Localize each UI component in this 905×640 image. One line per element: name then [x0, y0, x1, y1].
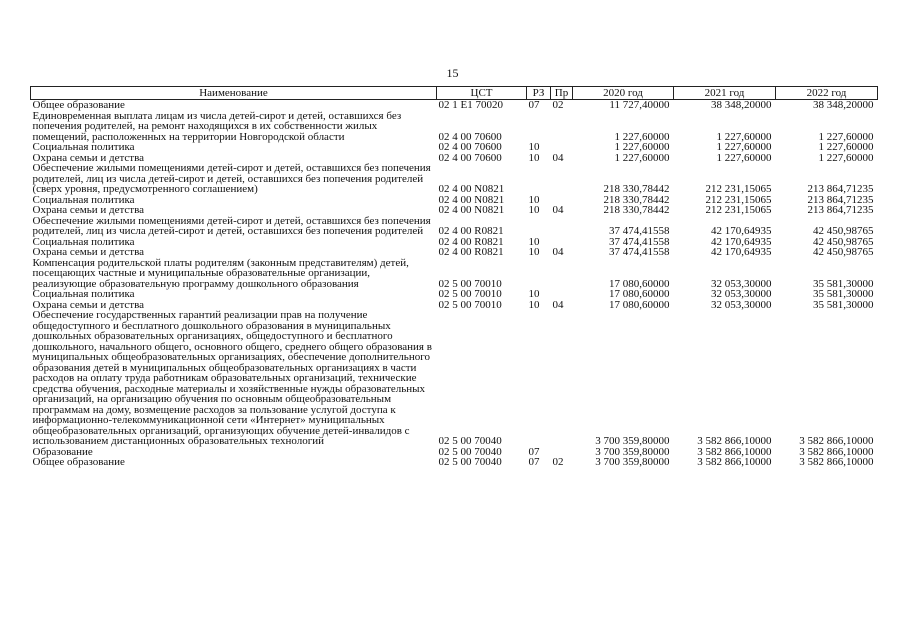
row-2020: 37 474,41558 [609, 225, 670, 237]
row-rz: 07 [528, 456, 540, 468]
row-2021: 38 348,20000 [711, 99, 772, 111]
table-row [31, 457, 878, 468]
row-2021: 1 227,60000 [716, 141, 772, 153]
table-body [31, 100, 878, 468]
row-rz: 10 [528, 151, 540, 164]
row-name: Охрана семьи и детства [32, 298, 145, 311]
row-pr [551, 111, 573, 143]
header-rz: РЗ [527, 87, 551, 100]
header-2022: 2022 год [776, 87, 878, 100]
row-2021: 212 231,15065 [705, 193, 772, 206]
header-2020: 2020 год [573, 87, 674, 100]
row-pr [551, 258, 573, 290]
row-cst: 02 4 00 N0821 [438, 183, 505, 195]
table-row [31, 163, 878, 195]
row-2022: 38 348,20000 [813, 99, 874, 111]
row-pr: 02 [552, 99, 564, 111]
table-row [31, 142, 878, 153]
row-2021: 3 582 866,10000 [697, 445, 772, 458]
row-name: Охрана семьи и детства [32, 204, 145, 216]
row-cst: 02 4 00 N0821 [438, 193, 505, 206]
row-cst: 02 5 00 70010 [438, 277, 502, 290]
row-2021: 1 227,60000 [716, 151, 772, 164]
row-2021: 32 053,30000 [711, 277, 772, 290]
row-cst: 02 4 00 R0821 [438, 235, 504, 248]
row-rz [527, 310, 551, 447]
header-cst: ЦСТ [437, 87, 527, 100]
row-pr: 04 [552, 204, 564, 216]
row-rz: 10 [528, 193, 540, 206]
row-name: Обеспечение жилыми помещениями детей-сирот и детей, оставшихся без попечения родителей, лиц из числа детей-сирот и детей, оставшихся без попечения родителей (сверх уровня, предусмотренного соглашением) [32, 162, 431, 195]
row-cst: 02 4 00 R0821 [438, 246, 504, 258]
budget-table-container [30, 86, 877, 468]
row-rz: 10 [528, 288, 540, 300]
row-name: Социальная политика [32, 193, 135, 206]
row-2021: 3 582 866,10000 [697, 456, 772, 468]
row-name: Социальная политика [32, 288, 135, 300]
table-row [31, 310, 878, 447]
header-2021: 2021 год [674, 87, 776, 100]
row-2020: 218 330,78442 [603, 183, 670, 195]
budget-table [30, 86, 878, 468]
row-2020: 1 227,60000 [614, 130, 670, 143]
row-rz [527, 111, 551, 143]
table-header [31, 87, 878, 100]
table-row [31, 258, 878, 290]
header-pr: Пр [551, 87, 573, 100]
row-2021: 42 170,64935 [711, 225, 772, 237]
row-2022: 42 450,98765 [813, 246, 874, 258]
row-cst: 02 5 00 70040 [438, 435, 502, 447]
row-rz: 07 [528, 99, 540, 111]
header-name: Наименование [31, 87, 437, 100]
row-rz: 10 [528, 141, 540, 153]
row-2020: 3 700 359,80000 [595, 445, 670, 458]
row-name: Единовременная выплата лицам из числа детей-сирот и детей, оставшихся без попечения родителей, на ремонт находящихся в их собственности жилых помещений, расположенных на территории Новгородской области [32, 109, 402, 143]
header-row [31, 87, 878, 100]
row-pr [551, 310, 573, 447]
row-pr [551, 289, 573, 300]
row-name: Социальная политика [32, 141, 135, 153]
row-2022: 35 581,30000 [813, 277, 874, 290]
row-pr: 02 [552, 456, 564, 468]
page-number: 15 [446, 66, 459, 80]
row-2020: 11 727,40000 [609, 99, 670, 111]
row-2020: 37 474,41558 [609, 246, 670, 258]
row-rz: 10 [528, 204, 540, 216]
row-pr [551, 216, 573, 237]
row-cst: 02 4 00 R0821 [438, 225, 504, 237]
row-name: Обеспечение жилыми помещениями детей-сирот и детей, оставшихся без попечения родителей, лиц из числа детей-сирот и детей, оставшихся без попечения родителей [32, 214, 431, 237]
table-row [31, 111, 878, 143]
row-2020: 3 700 359,80000 [595, 456, 670, 468]
row-2022: 3 582 866,10000 [799, 435, 874, 447]
row-2022: 3 582 866,10000 [799, 456, 874, 468]
row-2021: 212 231,15065 [705, 183, 772, 195]
row-2020: 1 227,60000 [614, 141, 670, 153]
row-2021: 212 231,15065 [705, 204, 772, 216]
row-cst: 02 4 00 70600 [438, 141, 502, 153]
row-cst: 02 5 00 70010 [438, 288, 502, 300]
row-2022: 213 864,71235 [807, 183, 874, 195]
row-2020: 17 080,60000 [609, 288, 670, 300]
row-2022: 1 227,60000 [818, 141, 874, 153]
table-row [31, 289, 878, 300]
row-rz [527, 163, 551, 195]
row-rz: 10 [528, 298, 540, 311]
row-cst: 02 5 00 70010 [438, 298, 502, 311]
row-2020: 218 330,78442 [603, 193, 670, 206]
row-2022: 42 450,98765 [813, 225, 874, 237]
row-name: Общее образование [32, 456, 125, 468]
row-name: Общее образование [32, 99, 125, 111]
row-2021: 42 170,64935 [711, 246, 772, 258]
row-cst: 02 4 00 N0821 [438, 204, 505, 216]
row-2022: 35 581,30000 [813, 288, 874, 300]
row-cst: 02 5 00 70040 [438, 445, 502, 458]
row-name: Компенсация родительской платы родителям (законным представителям) детей, посещающих частные и муниципальные образовательные организации, реализующие образовательную программу дошкольного образования [32, 256, 409, 290]
row-name: Социальная политика [32, 235, 135, 248]
row-2021: 32 053,30000 [711, 298, 772, 311]
row-rz: 10 [528, 235, 540, 248]
row-2021: 3 582 866,10000 [697, 435, 772, 447]
row-2020: 1 227,60000 [614, 151, 670, 164]
row-rz: 10 [528, 246, 540, 258]
row-name: Охрана семьи и детства [32, 246, 145, 258]
row-cst: 02 5 00 70040 [438, 456, 502, 468]
row-2020: 37 474,41558 [609, 235, 670, 248]
row-name: Обеспечение государственных гарантий реализации прав на получение общедоступного и бесплатного дошкольного образования в муниципальных дошкольных образовательных организациях, общедоступного и бесплатного дошкольного, начального общего, основного общего, среднего общего образования в муниципальных общеобразовательных организациях, обеспечение дополнительного образования детей в муниципальных общеобразовательных организациях в части расходов на оплату труда работникам образовательных организаций, технические средства обучения, расходные материалы и хозяйственные нужды образовательных организаций, на организацию обучения по основным общеобразовательным программам на дому, возмещение расходов за пользование услугой доступа к информационно-телекоммуникационной сети «Интернет» муниципальных общеобразовательных организаций, организующих обучение детей-инвалидов с использованием дистанционных образовательных технологий [32, 309, 432, 447]
row-cst: 02 1 E1 70020 [438, 99, 503, 111]
table-row [31, 100, 878, 111]
row-2020: 17 080,60000 [609, 298, 670, 311]
row-pr [551, 142, 573, 153]
row-2022: 1 227,60000 [818, 130, 874, 143]
row-rz [527, 258, 551, 290]
row-name: Образование [32, 445, 93, 458]
row-2021: 1 227,60000 [716, 130, 772, 143]
row-cst: 02 4 00 70600 [438, 151, 502, 164]
table-row [31, 216, 878, 237]
row-rz: 07 [528, 445, 540, 458]
row-cst: 02 4 00 70600 [438, 130, 502, 143]
row-2022: 35 581,30000 [813, 298, 874, 311]
table-row [31, 205, 878, 216]
row-name: Охрана семьи и детства [32, 151, 145, 164]
row-2022: 3 582 866,10000 [799, 445, 874, 458]
table-row [31, 247, 878, 258]
row-pr: 04 [552, 151, 564, 164]
row-2020: 3 700 359,80000 [595, 435, 670, 447]
row-pr: 04 [552, 298, 564, 311]
row-2020: 218 330,78442 [603, 204, 670, 216]
row-pr [551, 163, 573, 195]
row-2022: 213 864,71235 [807, 204, 874, 216]
row-2022: 213 864,71235 [807, 193, 874, 206]
row-2022: 42 450,98765 [813, 235, 874, 248]
row-pr: 04 [552, 246, 564, 258]
row-2022: 1 227,60000 [818, 151, 874, 164]
row-2021: 42 170,64935 [711, 235, 772, 248]
row-2021: 32 053,30000 [711, 288, 772, 300]
row-rz [527, 216, 551, 237]
row-2020: 17 080,60000 [609, 277, 670, 290]
